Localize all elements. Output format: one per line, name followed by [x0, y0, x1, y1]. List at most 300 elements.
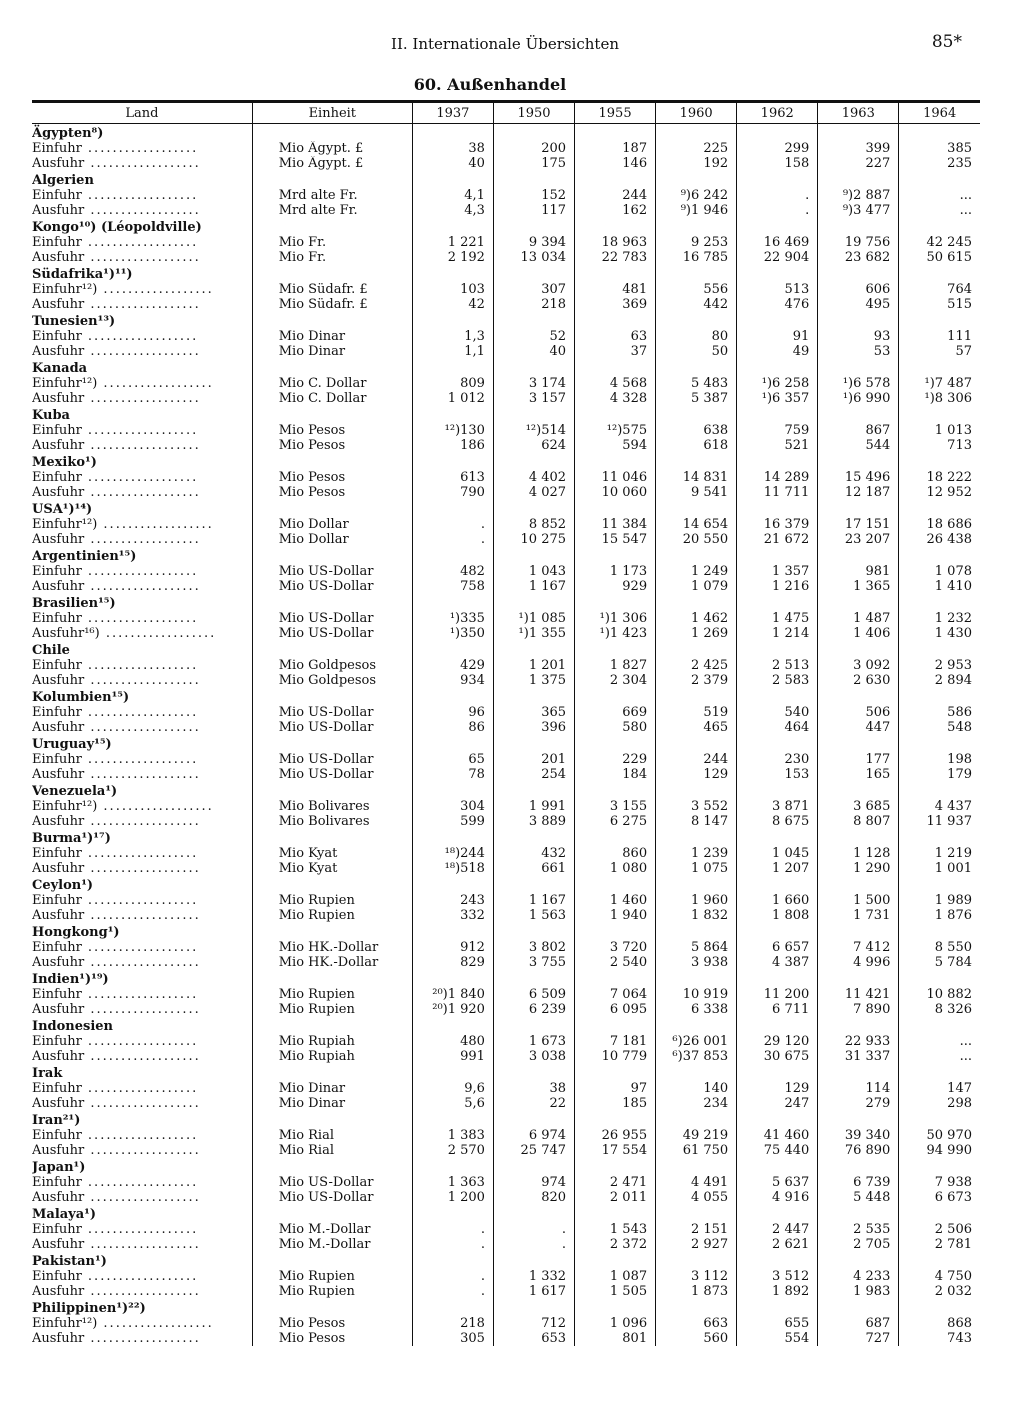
table-row	[32, 329, 980, 344]
empty-cell	[252, 876, 412, 893]
value-cell: 19 756	[818, 235, 899, 250]
empty-cell	[899, 406, 980, 423]
empty-cell	[818, 500, 899, 517]
leader-dots: ..................	[84, 485, 201, 500]
value-cell: 712	[493, 1316, 574, 1331]
value-cell: 41 460	[737, 1128, 818, 1143]
empty-cell	[899, 312, 980, 329]
unit-cell: Mio US-Dollar	[252, 752, 412, 767]
row-label-text: Ausfuhr	[32, 344, 85, 359]
value-cell: 1 563	[493, 908, 574, 923]
empty-cell	[737, 688, 818, 705]
empty-cell	[252, 1111, 412, 1128]
empty-cell	[575, 970, 656, 987]
value-cell: 129	[656, 767, 737, 782]
unit-cell: Mio US-Dollar	[252, 1175, 412, 1190]
empty-cell	[412, 1064, 493, 1081]
empty-cell	[412, 782, 493, 799]
value-cell: 1 207	[737, 861, 818, 876]
value-cell: 1 249	[656, 564, 737, 579]
empty-cell	[252, 735, 412, 752]
empty-cell	[575, 688, 656, 705]
empty-cell	[493, 265, 574, 282]
empty-cell	[656, 735, 737, 752]
unit-cell: Mio Südafr. £	[252, 282, 412, 297]
value-cell: 49	[737, 344, 818, 359]
row-label	[32, 752, 252, 767]
country-name: Japan¹)	[32, 1160, 86, 1175]
row-label	[32, 188, 252, 203]
empty-cell	[656, 594, 737, 611]
value-cell: 1 406	[818, 626, 899, 641]
value-cell: ⁹)3 477	[818, 203, 899, 218]
unit-cell: Mio US-Dollar	[252, 611, 412, 626]
value-cell: 165	[818, 767, 899, 782]
empty-cell	[656, 1299, 737, 1316]
row-label-text: Einfuhr¹²)	[32, 517, 98, 532]
value-cell: 244	[656, 752, 737, 767]
leader-dots: ..................	[84, 1143, 201, 1158]
table-row	[32, 987, 980, 1002]
value-cell: 1 475	[737, 611, 818, 626]
value-cell: 12 952	[899, 485, 980, 500]
leader-dots: ..................	[84, 203, 201, 218]
table-row	[32, 1269, 980, 1284]
row-label-text: Ausfuhr	[32, 391, 85, 406]
value-cell: 1 410	[899, 579, 980, 594]
country-row	[32, 547, 980, 564]
value-cell: 11 046	[575, 470, 656, 485]
value-cell: 4 750	[899, 1269, 980, 1284]
leader-dots: ..................	[81, 752, 199, 767]
value-cell: 200	[493, 141, 574, 156]
value-cell: 80	[656, 329, 737, 344]
value-cell: 1 216	[737, 579, 818, 594]
country-name: Kongo¹⁰) (Léopoldville)	[32, 220, 202, 235]
value-cell: 6 338	[656, 1002, 737, 1017]
empty-cell	[412, 171, 493, 188]
value-cell: 580	[575, 720, 656, 735]
empty-cell	[899, 970, 980, 987]
unit-cell: Mio Ägypt. £	[252, 141, 412, 156]
country-name: Indien¹)¹⁹)	[32, 972, 109, 987]
value-cell: 244	[575, 188, 656, 203]
leader-dots: ..................	[81, 987, 199, 1002]
empty-cell	[737, 453, 818, 470]
value-cell: 10 779	[575, 1049, 656, 1064]
row-label-text: Ausfuhr	[32, 532, 85, 547]
empty-cell	[493, 359, 574, 376]
value-cell: ⁶)26 001	[656, 1034, 737, 1049]
value-cell: 2 032	[899, 1284, 980, 1299]
country-row	[32, 171, 980, 188]
value-cell: 464	[737, 720, 818, 735]
table-row	[32, 282, 980, 297]
empty-cell	[252, 124, 412, 142]
unit-cell: Mio Rupien	[252, 1002, 412, 1017]
empty-cell	[899, 876, 980, 893]
unit-cell: Mio HK.-Dollar	[252, 955, 412, 970]
empty-cell	[252, 1299, 412, 1316]
value-cell: 365	[493, 705, 574, 720]
value-cell: 192	[656, 156, 737, 171]
empty-cell	[737, 876, 818, 893]
unit-cell: Mio Bolivares	[252, 814, 412, 829]
row-label	[32, 391, 252, 406]
value-cell: 661	[493, 861, 574, 876]
value-cell: 179	[899, 767, 980, 782]
table-row	[32, 376, 980, 391]
country-row	[32, 923, 980, 940]
row-label	[32, 1002, 252, 1017]
row-label	[32, 893, 252, 908]
empty-cell	[818, 782, 899, 799]
leader-dots: ..................	[99, 626, 217, 641]
row-label-text: Ausfuhr	[32, 861, 85, 876]
value-cell: ¹⁸)518	[412, 861, 493, 876]
value-cell: 7 412	[818, 940, 899, 955]
leader-dots: ..................	[81, 611, 199, 626]
empty-cell	[575, 406, 656, 423]
value-cell: ⁹)6 242	[656, 188, 737, 203]
empty-cell	[899, 641, 980, 658]
value-cell: 1 940	[575, 908, 656, 923]
empty-cell	[899, 265, 980, 282]
value-cell: 2 471	[575, 1175, 656, 1190]
value-cell: 3 038	[493, 1049, 574, 1064]
row-label	[32, 1096, 252, 1111]
leader-dots: ..................	[81, 1034, 199, 1049]
empty-cell	[412, 359, 493, 376]
leader-dots: ..................	[81, 329, 199, 344]
value-cell: 7 064	[575, 987, 656, 1002]
value-cell: 1 500	[818, 893, 899, 908]
value-cell: 7 890	[818, 1002, 899, 1017]
value-cell: 230	[737, 752, 818, 767]
value-cell: 3 802	[493, 940, 574, 955]
value-cell: 1 462	[656, 611, 737, 626]
value-cell: 1 365	[818, 579, 899, 594]
country-row	[32, 1158, 980, 1175]
leader-dots: ..................	[84, 297, 201, 312]
empty-cell	[818, 1064, 899, 1081]
row-label-text: Einfuhr¹²)	[32, 799, 98, 814]
value-cell: 5 387	[656, 391, 737, 406]
value-cell: 39 340	[818, 1128, 899, 1143]
table-row	[32, 1049, 980, 1064]
country-row	[32, 218, 980, 235]
empty-cell	[656, 124, 737, 142]
empty-cell	[737, 735, 818, 752]
value-cell: 5 637	[737, 1175, 818, 1190]
unit-cell: Mio Pesos	[252, 1316, 412, 1331]
empty-cell	[493, 782, 574, 799]
table-row	[32, 799, 980, 814]
empty-cell	[493, 876, 574, 893]
leader-dots: ..................	[84, 861, 201, 876]
empty-cell	[493, 594, 574, 611]
value-cell: 332	[412, 908, 493, 923]
leader-dots: ..................	[84, 532, 201, 547]
value-cell: 11 711	[737, 485, 818, 500]
unit-cell: Mio US-Dollar	[252, 564, 412, 579]
value-cell: 759	[737, 423, 818, 438]
value-cell: 4 055	[656, 1190, 737, 1205]
empty-cell	[899, 1017, 980, 1034]
value-cell: 4 233	[818, 1269, 899, 1284]
leader-dots: ..................	[81, 423, 199, 438]
value-cell: 447	[818, 720, 899, 735]
leader-dots: ..................	[81, 235, 199, 250]
value-cell: 146	[575, 156, 656, 171]
value-cell: ¹)8 306	[899, 391, 980, 406]
value-cell: 6 239	[493, 1002, 574, 1017]
value-cell: 638	[656, 423, 737, 438]
country-row	[32, 453, 980, 470]
value-cell: 8 550	[899, 940, 980, 955]
empty-cell	[656, 923, 737, 940]
value-cell: ...	[899, 188, 980, 203]
row-label-text: Einfuhr	[32, 188, 82, 203]
value-cell: 227	[818, 156, 899, 171]
empty-cell	[899, 594, 980, 611]
value-cell: 1 200	[412, 1190, 493, 1205]
value-cell: 11 384	[575, 517, 656, 532]
row-label-text: Einfuhr	[32, 611, 82, 626]
value-cell: 42	[412, 297, 493, 312]
value-cell: 2 705	[818, 1237, 899, 1252]
row-label	[32, 438, 252, 453]
value-cell: 820	[493, 1190, 574, 1205]
empty-cell	[252, 453, 412, 470]
leader-dots: ..................	[84, 814, 201, 829]
empty-cell	[818, 641, 899, 658]
empty-cell	[818, 735, 899, 752]
row-label-text: Einfuhr	[32, 1081, 82, 1096]
leader-dots: ..................	[81, 1128, 199, 1143]
table-row	[32, 485, 980, 500]
empty-cell	[818, 453, 899, 470]
col-header-1964: 1964	[899, 102, 980, 124]
unit-cell: Mio US-Dollar	[252, 579, 412, 594]
value-cell: 26 438	[899, 532, 980, 547]
empty-cell	[737, 547, 818, 564]
empty-cell	[493, 124, 574, 142]
value-cell: ¹²)130	[412, 423, 493, 438]
value-cell: 2 506	[899, 1222, 980, 1237]
value-cell: 26 955	[575, 1128, 656, 1143]
empty-cell	[252, 1064, 412, 1081]
value-cell: 10 060	[575, 485, 656, 500]
table-row	[32, 1237, 980, 1252]
leader-dots: ..................	[84, 156, 201, 171]
empty-cell	[737, 1205, 818, 1222]
leader-dots: ..................	[81, 1222, 199, 1237]
value-cell: 22 933	[818, 1034, 899, 1049]
table-row	[32, 955, 980, 970]
table-row	[32, 1222, 980, 1237]
value-cell: 399	[818, 141, 899, 156]
empty-cell	[656, 782, 737, 799]
empty-cell	[252, 641, 412, 658]
value-cell: 1 239	[656, 846, 737, 861]
value-cell: 2 304	[575, 673, 656, 688]
empty-cell	[818, 265, 899, 282]
empty-cell	[656, 406, 737, 423]
row-label	[32, 626, 252, 641]
row-label-text: Einfuhr	[32, 705, 82, 720]
value-cell: ⁶)37 853	[656, 1049, 737, 1064]
value-cell: 30 675	[737, 1049, 818, 1064]
table-row	[32, 752, 980, 767]
empty-cell	[252, 500, 412, 517]
row-label	[32, 1269, 252, 1284]
empty-cell	[575, 923, 656, 940]
row-label-text: Einfuhr	[32, 658, 82, 673]
value-cell: 727	[818, 1331, 899, 1346]
value-cell: 17 554	[575, 1143, 656, 1158]
table-row	[32, 1284, 980, 1299]
row-label	[32, 720, 252, 735]
empty-cell	[656, 688, 737, 705]
table-row	[32, 470, 980, 485]
value-cell: 3 155	[575, 799, 656, 814]
leader-dots: ..................	[84, 579, 201, 594]
row-label-text: Einfuhr	[32, 1222, 82, 1237]
value-cell: 15 547	[575, 532, 656, 547]
row-label-text: Einfuhr	[32, 1269, 82, 1284]
empty-cell	[818, 171, 899, 188]
empty-cell	[493, 1205, 574, 1222]
row-label	[32, 1284, 252, 1299]
row-label-text: Einfuhr	[32, 940, 82, 955]
empty-cell	[818, 1111, 899, 1128]
unit-cell: Mio Rupien	[252, 987, 412, 1002]
value-cell: 235	[899, 156, 980, 171]
unit-cell: Mio Fr.	[252, 235, 412, 250]
country-name: Uruguay¹⁵)	[32, 737, 112, 752]
empty-cell	[493, 641, 574, 658]
row-label-text: Ausfuhr	[32, 767, 85, 782]
leader-dots: ..................	[84, 1096, 201, 1111]
empty-cell	[252, 1017, 412, 1034]
row-label	[32, 532, 252, 547]
value-cell: 187	[575, 141, 656, 156]
value-cell: 8 675	[737, 814, 818, 829]
empty-cell	[412, 1252, 493, 1269]
value-cell: 225	[656, 141, 737, 156]
row-label-text: Ausfuhr	[32, 1237, 85, 1252]
empty-cell	[575, 876, 656, 893]
unit-cell: Mio Rupiah	[252, 1049, 412, 1064]
row-label	[32, 235, 252, 250]
empty-cell	[493, 1252, 574, 1269]
value-cell: 442	[656, 297, 737, 312]
value-cell: 184	[575, 767, 656, 782]
table-row	[32, 1331, 980, 1346]
value-cell: 1 430	[899, 626, 980, 641]
value-cell: 1 487	[818, 611, 899, 626]
value-cell: 23 207	[818, 532, 899, 547]
row-label	[32, 1331, 252, 1346]
unit-cell: Mio US-Dollar	[252, 705, 412, 720]
value-cell: 1 660	[737, 893, 818, 908]
empty-cell	[818, 1158, 899, 1175]
empty-cell	[818, 970, 899, 987]
value-cell: 369	[575, 297, 656, 312]
value-cell: 1 045	[737, 846, 818, 861]
value-cell: 304	[412, 799, 493, 814]
empty-cell	[818, 829, 899, 846]
value-cell: 1 087	[575, 1269, 656, 1284]
unit-cell: Mrd alte Fr.	[252, 203, 412, 218]
row-label	[32, 658, 252, 673]
value-cell: 912	[412, 940, 493, 955]
country-name: Philippinen¹)²²)	[32, 1301, 146, 1316]
empty-cell	[818, 124, 899, 142]
country-row	[32, 641, 980, 658]
empty-cell	[818, 1205, 899, 1222]
table-row	[32, 344, 980, 359]
value-cell: 1 167	[493, 893, 574, 908]
empty-cell	[899, 1064, 980, 1081]
value-cell: 6 657	[737, 940, 818, 955]
row-label	[32, 329, 252, 344]
unit-cell: Mio US-Dollar	[252, 720, 412, 735]
value-cell: 429	[412, 658, 493, 673]
value-cell: ¹)6 258	[737, 376, 818, 391]
value-cell: 15 496	[818, 470, 899, 485]
col-header-1950: 1950	[493, 102, 574, 124]
value-cell: 153	[737, 767, 818, 782]
empty-cell	[252, 1205, 412, 1222]
value-cell: ²⁰)1 920	[412, 1002, 493, 1017]
value-cell: 16 469	[737, 235, 818, 250]
leader-dots: ..................	[84, 1002, 201, 1017]
value-cell: ¹)6 990	[818, 391, 899, 406]
value-cell: 3 512	[737, 1269, 818, 1284]
value-cell: 801	[575, 1331, 656, 1346]
leader-dots: ..................	[81, 658, 199, 673]
unit-cell: Mio US-Dollar	[252, 626, 412, 641]
row-label	[32, 376, 252, 391]
leader-dots: ..................	[81, 470, 199, 485]
leader-dots: ..................	[84, 438, 201, 453]
table-row	[32, 579, 980, 594]
leader-dots: ..................	[81, 846, 199, 861]
value-cell: 4,3	[412, 203, 493, 218]
row-label	[32, 1081, 252, 1096]
table-row	[32, 705, 980, 720]
country-row	[32, 1064, 980, 1081]
empty-cell	[493, 688, 574, 705]
unit-cell: Mio Pesos	[252, 485, 412, 500]
empty-cell	[493, 1064, 574, 1081]
row-label-text: Einfuhr¹²)	[32, 282, 98, 297]
unit-cell: Mio C. Dollar	[252, 391, 412, 406]
row-label-text: Ausfuhr	[32, 720, 85, 735]
value-cell: 544	[818, 438, 899, 453]
value-cell: 8 147	[656, 814, 737, 829]
unit-cell: Mio Pesos	[252, 438, 412, 453]
empty-cell	[656, 1064, 737, 1081]
leader-dots: ..................	[81, 1081, 199, 1096]
country-name: USA¹)¹⁴)	[32, 502, 93, 517]
empty-cell	[252, 1252, 412, 1269]
value-cell: 96	[412, 705, 493, 720]
value-cell: 2 011	[575, 1190, 656, 1205]
empty-cell	[899, 171, 980, 188]
